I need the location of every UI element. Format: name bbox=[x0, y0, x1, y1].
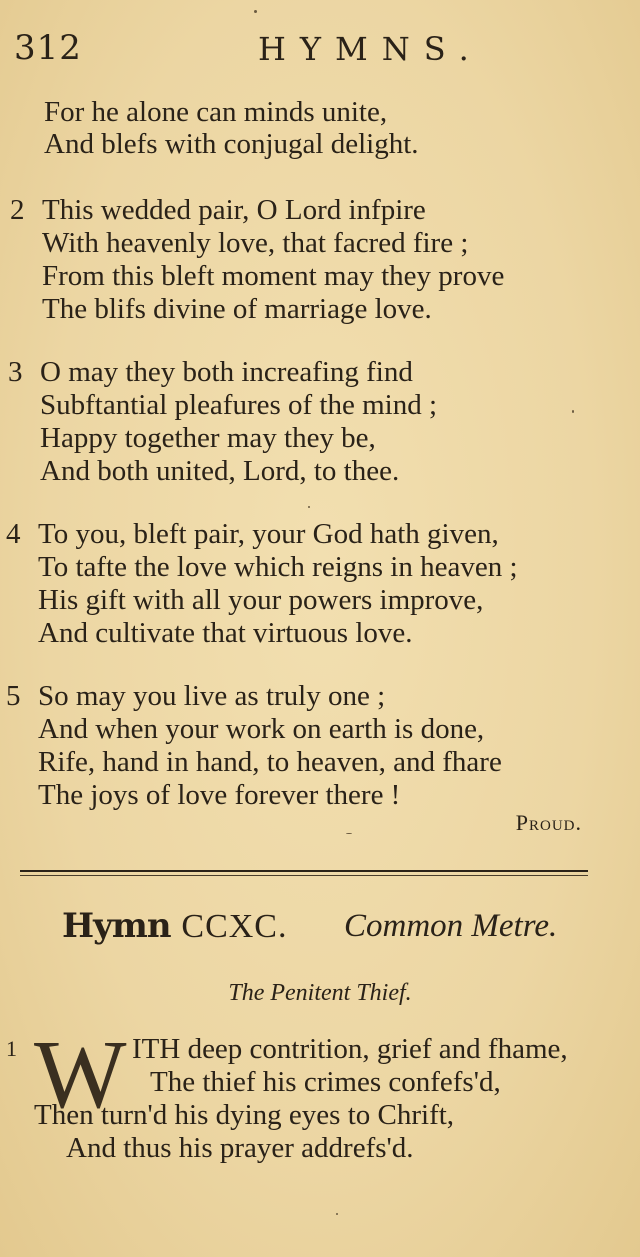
verse-line: And thus his prayer addrefs'd. bbox=[66, 1132, 414, 1164]
paper-speck bbox=[346, 833, 352, 834]
verse-number: 5 bbox=[6, 680, 21, 712]
paper-speck bbox=[254, 10, 257, 13]
paper-speck bbox=[308, 506, 310, 508]
verse-line: This wedded pair, O Lord infpire bbox=[42, 194, 426, 226]
verse-line: And blefs with conjugal delight. bbox=[44, 128, 419, 160]
verse-line: For he alone can minds unite, bbox=[44, 96, 388, 128]
verse-line: The blifs divine of marriage love. bbox=[42, 293, 432, 325]
verse-line: To you, bleft pair, your God hath given, bbox=[38, 518, 499, 550]
drop-cap: W bbox=[34, 1021, 127, 1129]
page-number: 312 bbox=[14, 28, 82, 68]
verse-line: Subftantial pleafures of the mind ; bbox=[40, 389, 438, 421]
verse-line: His gift with all your powers improve, bbox=[38, 584, 484, 616]
verse-line: From this bleft moment may they prove bbox=[42, 260, 505, 292]
verse-line: With heavenly love, that facred fire ; bbox=[42, 227, 469, 259]
verse-line: Rife, hand in hand, to heaven, and fhare bbox=[38, 746, 502, 778]
verse-line: Then turn'd his dying eyes to Chrift, bbox=[34, 1099, 455, 1131]
author-attribution: Proud. bbox=[515, 810, 582, 835]
verse-number: 1 bbox=[6, 1036, 17, 1061]
page-header bbox=[0, 22, 640, 72]
hymn-subtitle: The Penitent Thief. bbox=[228, 980, 412, 1006]
verse-line: And when your work on earth is done, bbox=[38, 713, 485, 745]
section-rule-thin bbox=[20, 875, 588, 876]
section-rule bbox=[20, 870, 588, 872]
verse-line: The thief his crimes confefs'd, bbox=[150, 1066, 501, 1098]
hymn-heading bbox=[62, 906, 287, 946]
verse-number: 2 bbox=[10, 194, 25, 226]
verse-number: 3 bbox=[8, 356, 23, 388]
verse-line: So may you live as truly one ; bbox=[38, 680, 386, 712]
paper-speck bbox=[572, 410, 574, 413]
verse-line: O may they both increafing find bbox=[40, 356, 413, 388]
verse-line: The joys of love forever there ! bbox=[38, 779, 401, 811]
verse-line: And both united, Lord, to thee. bbox=[40, 455, 400, 487]
verse-number: 4 bbox=[6, 518, 21, 550]
paper-speck bbox=[336, 1213, 338, 1215]
hymn-metre: Common Metre. bbox=[344, 908, 558, 944]
hymn-numeral: CCXC. bbox=[181, 908, 288, 945]
verse-line: To tafte the love which reigns in heaven ; bbox=[38, 551, 518, 583]
verse-line: And cultivate that virtuous love. bbox=[38, 617, 413, 649]
hymn-label: Hymn bbox=[62, 906, 171, 946]
verse-line: ITH deep contrition, grief and fhame, bbox=[132, 1033, 568, 1065]
verse-line: Happy together may they be, bbox=[40, 422, 376, 454]
running-title: HYMNS. bbox=[258, 30, 483, 68]
